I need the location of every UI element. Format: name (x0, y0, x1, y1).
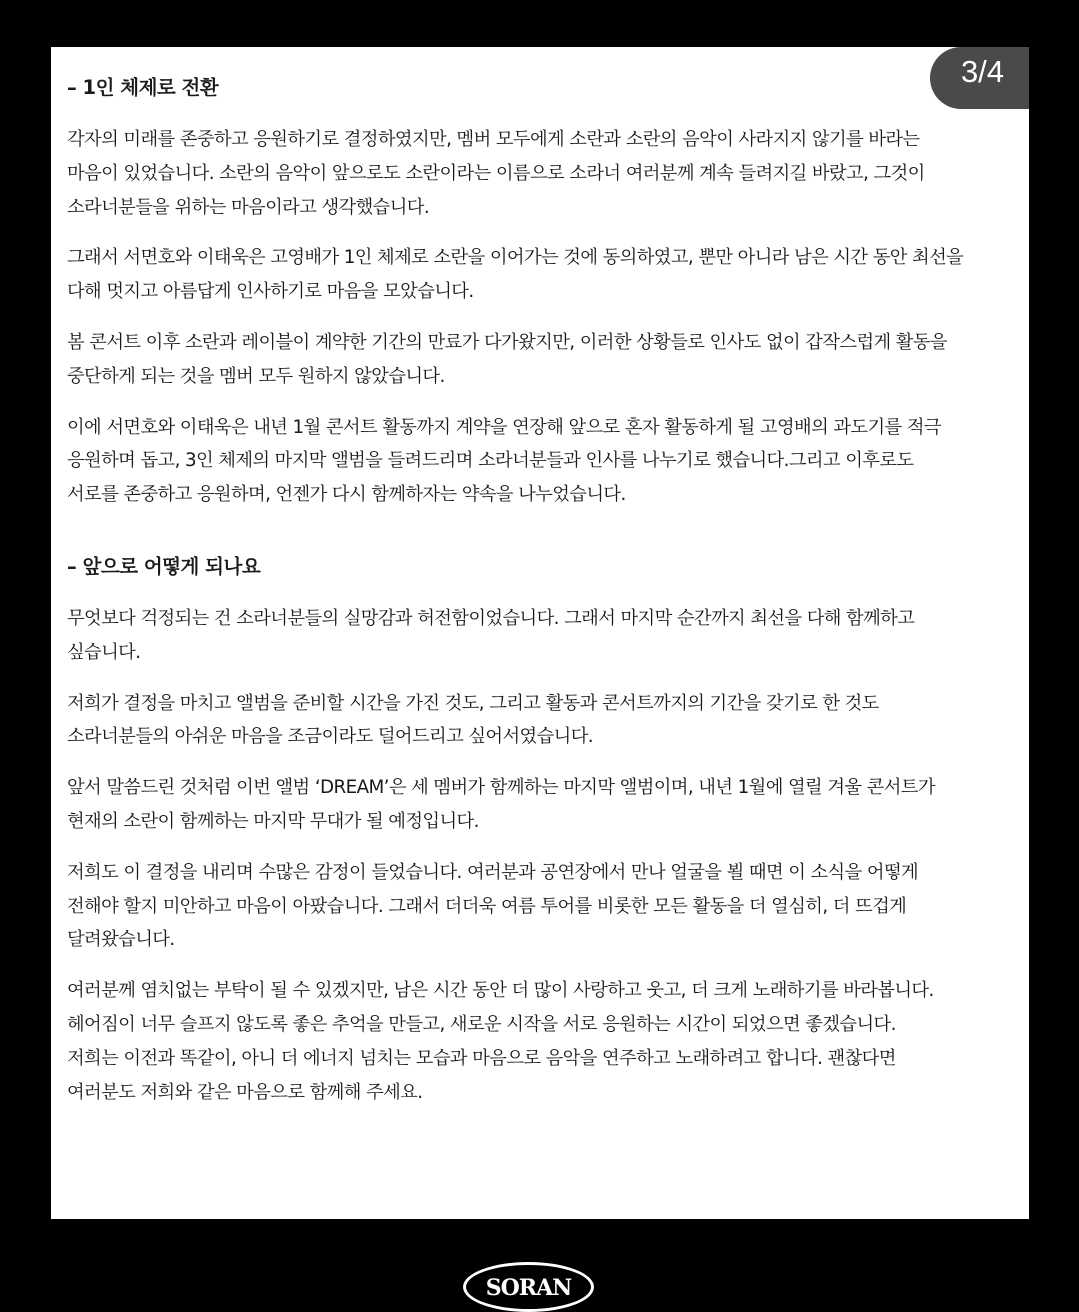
text-line: 응원하며 돕고, 3인 체제의 마지막 앨범을 들려드리며 소라너분들과 인사를 나누기로 했습니다.그리고 이후로도 (67, 450, 914, 472)
section-what-happens-next (67, 547, 1022, 1109)
text-line: 무엇보다 걱정되는 건 소라너분들의 실망감과 허전함이었습니다. 그래서 마지막 순간까지 최선을 다해 함께하고 (67, 607, 915, 629)
text-line: 소라너분들의 아쉬운 마음을 조금이라도 덜어드리고 싶어서였습니다. (67, 726, 593, 748)
section-title: – 앞으로 어떻게 되나요 (67, 554, 261, 578)
text-line: 그래서 서면호와 이태욱은 고영배가 1인 체제로 소란을 이어가는 것에 동의하였고, 뿐만 아니라 남은 시간 동안 최선을 (67, 247, 964, 269)
paragraph (67, 241, 1022, 309)
paragraph (67, 123, 1022, 224)
paragraph (67, 326, 1022, 394)
paragraph (67, 771, 1022, 839)
text-line: 다해 멋지고 아름답게 인사하기로 마음을 모았습니다. (67, 281, 474, 303)
text-line: 여러분께 염치없는 부탁이 될 수 있겠지만, 남은 시간 동안 더 많이 사랑하고 웃고, 더 크게 노래하기를 바라봅니다. (67, 980, 934, 1002)
paragraph (67, 602, 1022, 670)
text-line: 달려왔습니다. (67, 929, 175, 951)
page-indicator: 3/4 (930, 47, 1029, 109)
text-line: 헤어짐이 너무 슬프지 않도록 좋은 추억을 만들고, 새로운 시작을 서로 응원하는 시간이 되었으면 좋겠습니다. (67, 1013, 896, 1035)
text-line: 소라너분들을 위하는 마음이라고 생각했습니다. (67, 196, 430, 218)
paragraph (67, 411, 1022, 512)
text-line: 마음이 있었습니다. 소란의 음악이 앞으로도 소란이라는 이름으로 소라너 여러분께 계속 들려지길 바랐고, 그것이 (67, 162, 925, 184)
text-line: 저희도 이 결정을 내리며 수많은 감정이 들었습니다. 여러분과 공연장에서 만나 얼굴을 뵐 때면 이 소식을 어떻게 (67, 861, 919, 883)
text-line: 중단하게 되는 것을 멤버 모두 원하지 않았습니다. (67, 365, 445, 387)
text-line: 서로를 존중하고 응원하며, 언젠가 다시 함께하자는 약속을 나누었습니다. (67, 484, 626, 506)
text-line: 이에 서면호와 이태욱은 내년 1월 콘서트 활동까지 계약을 연장해 앞으로 혼자 활동하게 될 고영배의 과도기를 적극 (67, 416, 941, 438)
section-single-member-transition (67, 68, 1022, 512)
soran-logo: SORAN (463, 1262, 594, 1312)
text-line: 각자의 미래를 존중하고 응원하기로 결정하였지만, 멤버 모두에게 소란과 소란의 음악이 사라지지 않기를 바라는 (67, 129, 920, 150)
text-line: 봄 콘서트 이후 소란과 레이블이 계약한 기간의 만료가 다가왔지만, 이러한 상황들로 인사도 없이 갑작스럽게 활동을 (67, 331, 947, 353)
text-line: 전해야 할지 미안하고 마음이 아팠습니다. 그래서 더더욱 여름 투어를 비롯한 모든 활동을 더 열심히, 더 뜨겁게 (67, 895, 907, 917)
document-content (67, 68, 1022, 1126)
text-line: 여러분도 저희와 같은 마음으로 함께해 주세요. (67, 1081, 423, 1103)
text-line: 싶습니다. (67, 641, 141, 663)
text-line: 앞서 말씀드린 것처럼 이번 앨범 ‘DREAM’은 세 멤버가 함께하는 마지막 앨범이며, 내년 1월에 열릴 겨울 콘서트가 (67, 777, 935, 799)
text-line: 현재의 소란이 함께하는 마지막 무대가 될 예정입니다. (67, 810, 479, 832)
section-title: – 1인 체제로 전환 (67, 76, 219, 99)
paragraph (67, 856, 1022, 957)
paragraph (67, 687, 1022, 755)
text-line: 저희는 이전과 똑같이, 아니 더 에너지 넘치는 모습과 마음으로 음악을 연주하고 노래하려고 합니다. 괜찮다면 (67, 1047, 896, 1069)
paragraph (67, 974, 1022, 1109)
text-line: 저희가 결정을 마치고 앨범을 준비할 시간을 가진 것도, 그리고 활동과 콘서트까지의 기간을 갖기로 한 것도 (67, 692, 879, 714)
